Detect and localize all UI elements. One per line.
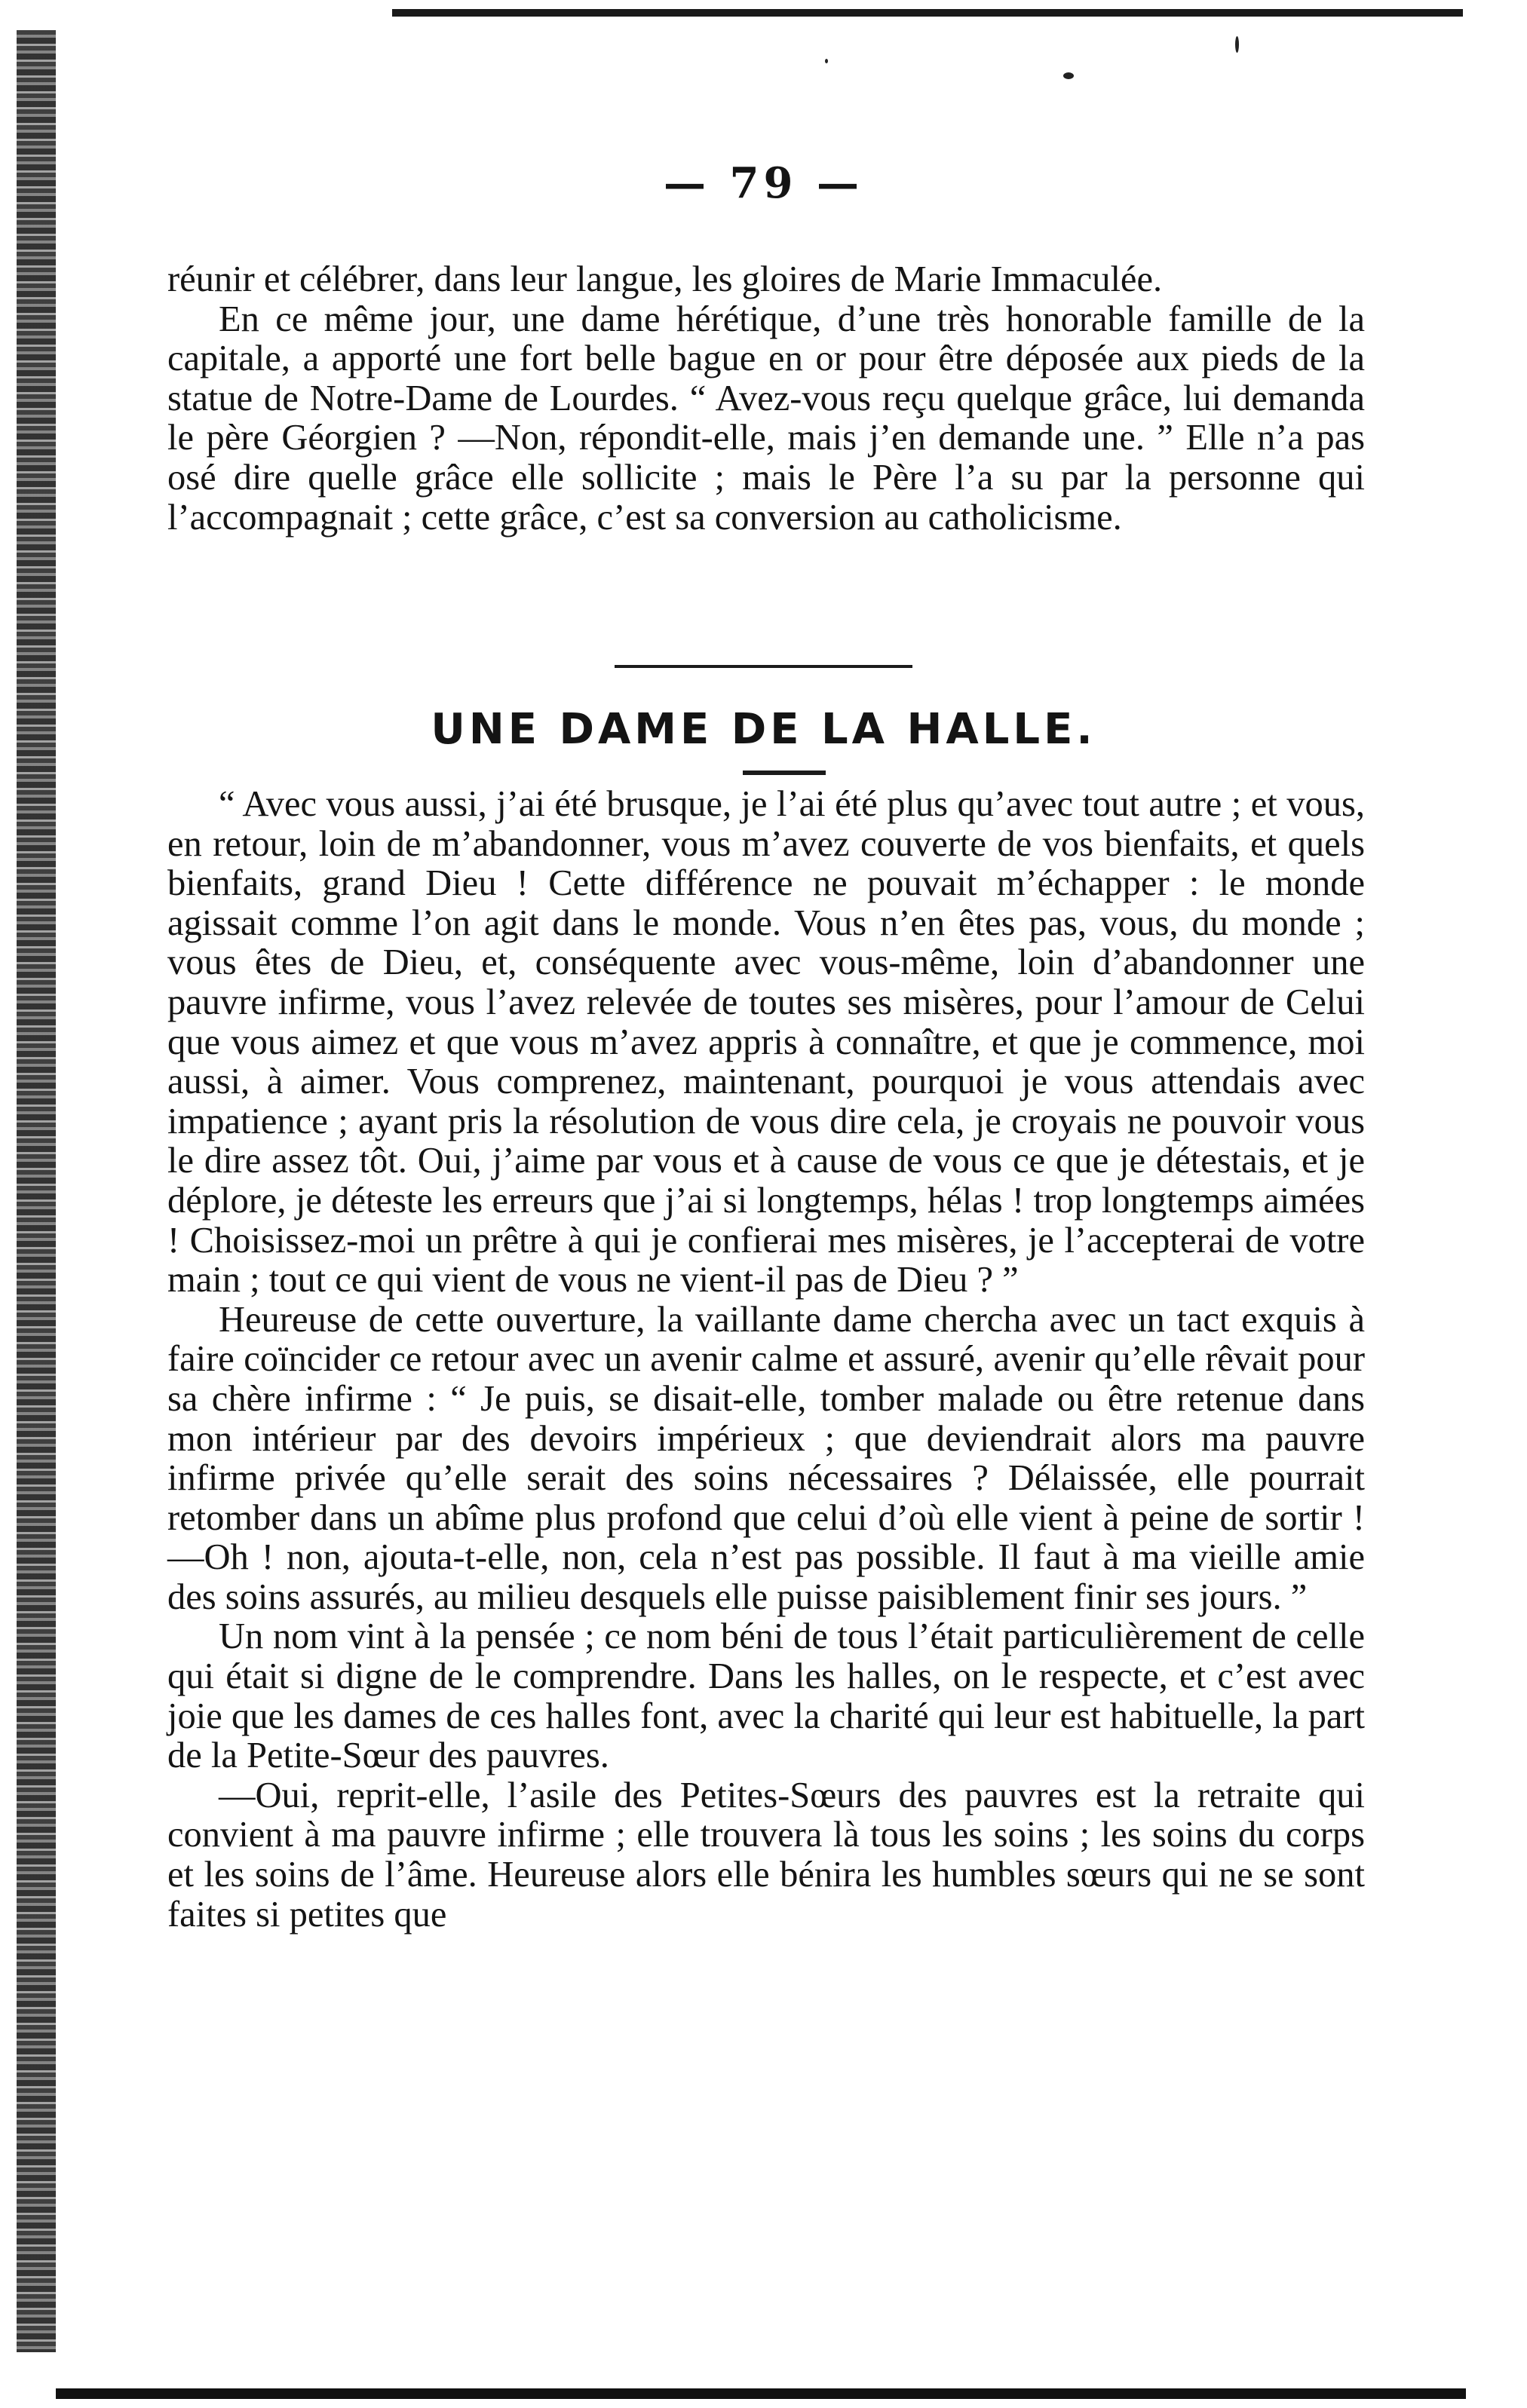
paragraph: —Oui, reprit-elle, l’asile des Petites-Sœurs des pauvres est la retraite qui convient à ma pauvre infirme ; elle trouvera là tous les soins ; les soins du corps et les soins de l’âme. Heureuse alors elle bénira les humbles sœurs qui ne se sont faites si petites que (167, 1775, 1365, 1935)
section-heading: UNE DAME DE LA HALLE. (431, 705, 1096, 754)
text-block-bottom (167, 785, 1365, 1935)
binding-edge (17, 30, 56, 2352)
ink-speck (1235, 36, 1239, 53)
paragraph: En ce même jour, une dame hérétique, d’une très honorable famille de la capitale, a apporté une fort belle bague en or pour être déposée aux pieds de la statue de Notre-Dame de Lourdes. “ Avez-vous reçu quelque grâce, lui demanda le père Géorgien ? —Non, répondit-elle, mais j’en demande une. ” Elle n’a pas osé dire quelle grâce elle sollicite ; mais le Père l’a su par la personne qui l’accompagnait ; cette grâce, c’est sa conversion au catholicisme. (167, 299, 1365, 538)
heading-underline (743, 770, 826, 775)
bottom-edge-rule (56, 2388, 1466, 2399)
section-divider (615, 665, 912, 668)
ink-speck (825, 59, 828, 63)
text-block-top (167, 260, 1365, 538)
paragraph: Heureuse de cette ouverture, la vaillante dame chercha avec un tact exquis à faire coïncider ce retour avec un avenir calme et assuré, avenir qu’elle rêvait pour sa chère infirme : “ Je puis, se disait-elle, tomber malade ou être retenue dans mon intérieur par des devoirs impérieux ; que deviendrait alors ma pauvre infirme privée qu’elle serait des soins nécessaires ? Délaissée, elle pourrait retomber dans un abîme plus profond que celui d’où elle vient à peine de sortir ! —Oh ! non, ajouta-t-elle, non, cela n’est pas possible. Il faut à ma vieille amie des soins assurés, au milieu desquels elle puisse paisiblement finir ses jours. ” (167, 1299, 1365, 1617)
top-edge-rule (392, 9, 1463, 17)
page-number: — 79 — (664, 158, 863, 208)
paragraph: réunir et célébrer, dans leur langue, les gloires de Marie Immaculée. (167, 259, 1163, 299)
ink-speck (1063, 72, 1074, 79)
paragraph: “ Avec vous aussi, j’ai été brusque, je l’ai été plus qu’avec tout autre ; et vous, en retour, loin de m’abandonner, vous m’avez couverte de vos bienfaits, et quels bienfaits, grand Dieu ! Cette différence ne pouvait m’échapper : le monde agissait comme l’on agit dans le monde. Vous n’en êtes pas, vous, du monde ; vous êtes de Dieu, et, conséquente avec vous-même, loin d’abandonner une pauvre infirme, vous l’avez relevée de toutes ses misères, pour l’amour de Celui que vous aimez et que vous m’avez appris à connaître, et que je commence, moi aussi, à aimer. Vous comprenez, maintenant, pourquoi je vous attendais avec impatience ; ayant pris la résolution de vous dire cela, je croyais ne pouvoir vous le dire assez tôt. Oui, j’aime par vous et à cause de vous ce que je détestais, et je déplore, je déteste les erreurs que j’ai si longtemps, hélas ! trop longtemps aimées ! Choisissez-moi un prêtre à qui je confierai mes misères, je l’accepterai de votre main ; tout ce qui vient de vous ne vient-il pas de Dieu ? ” (167, 784, 1365, 1301)
paragraph: Un nom vint à la pensée ; ce nom béni de tous l’était particulièrement de celle qui était si digne de le comprendre. Dans les halles, on le respecte, et c’est avec joie que les dames de ces halles font, avec la charité qui leur est habituelle, la part de la Petite-Sœur des pauvres. (167, 1616, 1365, 1776)
